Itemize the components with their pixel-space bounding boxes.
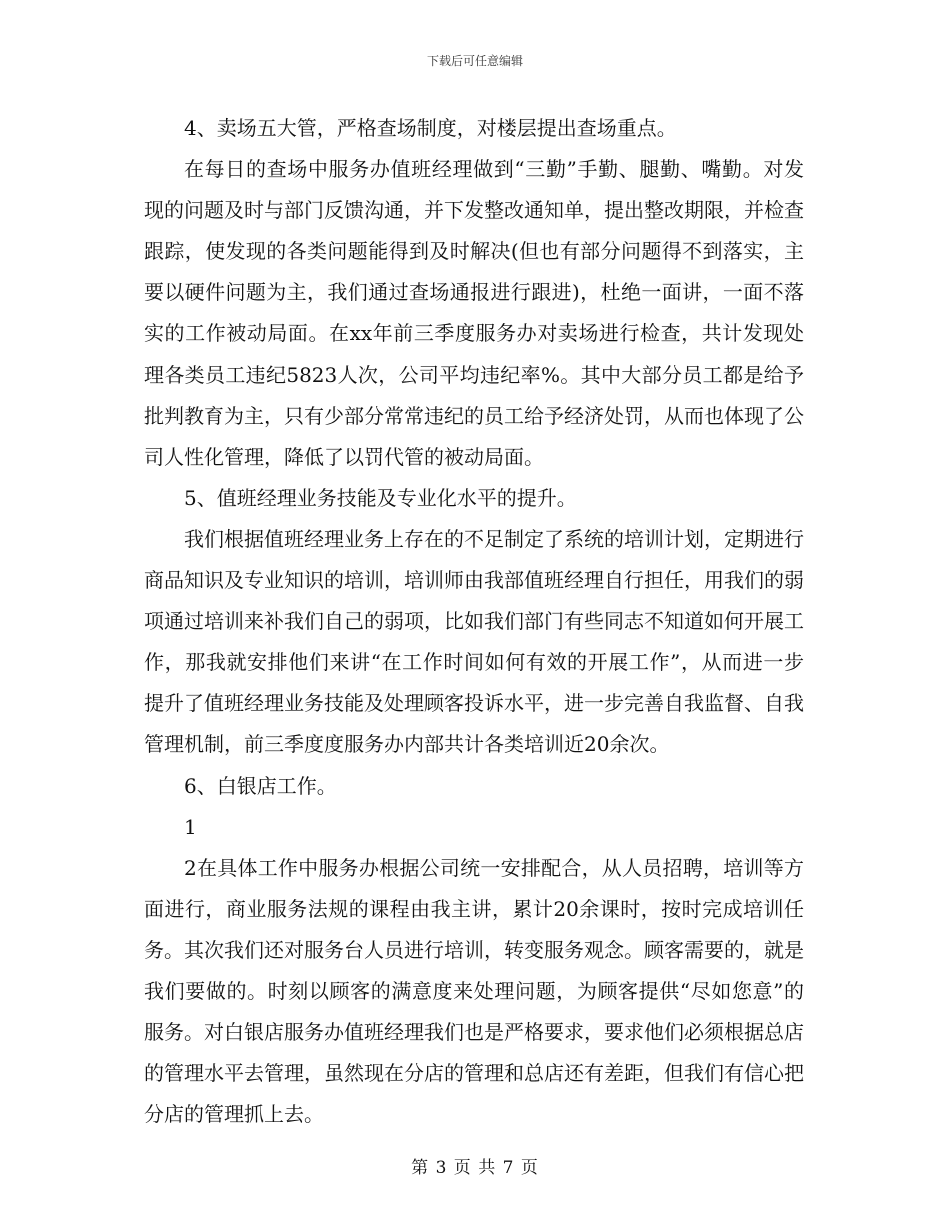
paragraph-item-5-heading: 5、值班经理业务技能及专业化水平的提升。 [184,485,577,510]
document-body [144,108,804,1135]
page-header: 下载后可任意编辑 [426,54,523,68]
paragraph-baiyin-store: 2在具体工作中服务办根据公司统一安排配合，从人员招聘，培训等方面进行，商业服务法规的课程由我主讲，累计20余课时，按时完成培训任务。其次我们还对服务台人员进行培训，转变服务观念。顾客需要的，就是我们要做的。时刻以顾客的满意度来处理问题，为顾客提供“尽如您意”的服务。对白银店服务办值班经理我们也是严格要求，要求他们必须根据总店的管理水平去管理，虽然现在分店的管理和总店还有差距，但我们有信心把分店的管理抓上去。 [144,855,804,1127]
paragraph-inspection: 在每日的查场中服务办值班经理做到“三勤”手勤、腿勤、嘴勤。对发现的问题及时与部门反馈沟通，并下发整改通知单，提出整改期限，并检查跟踪，使发现的各类问题能得到及时解决(但也有部分问题得不到落实，主要以硬件问题为主，我们通过查场通报进行跟进)，杜绝一面讲，一面不落实的工作被动局面。在xx年前三季度服务办对卖场进行检查，共计发现处理各类员工违纪5823人次，公司平均违纪率%。其中大部分员工都是给予批判教育为主，只有少部分常常违纪的员工给予经济处罚，从而也体现了公司人性化管理，降低了以罚代管的被动局面。 [144,157,804,469]
page-footer: 第 3 页 共 7 页 [411,1158,539,1178]
paragraph-number-1: 1 [184,814,197,839]
paragraph-item-4-heading: 4、卖场五大管，严格查场制度，对楼层提出查场重点。 [184,116,677,140]
paragraph-training: 我们根据值班经理业务上存在的不足制定了系统的培训计划，定期进行商品知识及专业知识的培训，培训师由我部值班经理自行担任，用我们的弱项通过培训来补我们自己的弱项，比如我们部门有些同志不知道如何开展工作，那我就安排他们来讲“在工作时间如何有效的开展工作”，从而进一步提升了值班经理业务技能及处理顾客投诉水平，进一步完善自我监督、自我管理机制，前三季度度服务办内部共计各类培训近20余次。 [144,526,804,757]
paragraph-item-6-heading: 6、白银店工作。 [184,773,337,798]
